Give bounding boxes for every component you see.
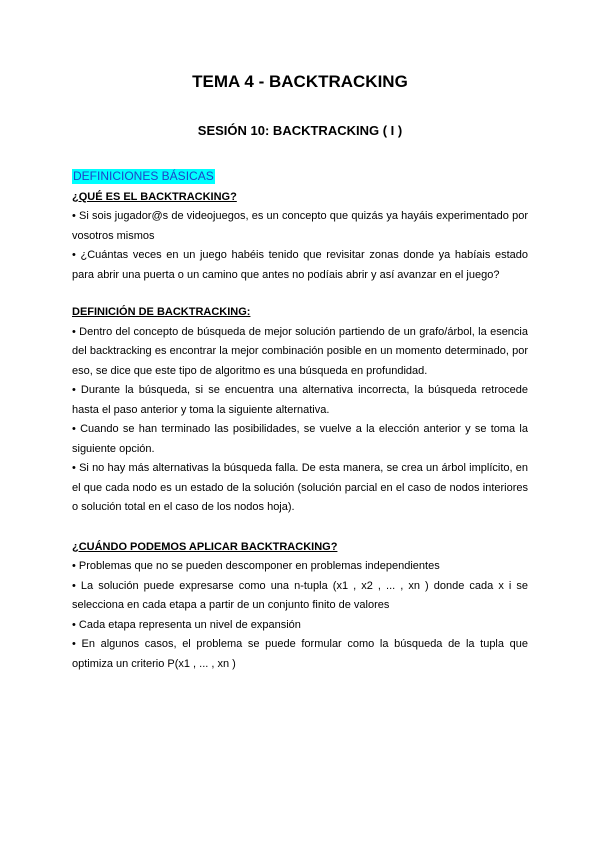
paragraph: • Durante la búsqueda, si se encuentra una alternativa incorrecta, la búsqueda retrocede hasta el paso anterior y toma la siguiente alternativa.: [72, 384, 528, 416]
heading-definicion: DEFINICIÓN DE BACKTRACKING:: [72, 306, 251, 318]
session-subtitle: SESIÓN 10: BACKTRACKING ( I ): [197, 123, 403, 138]
document-body: [72, 168, 528, 674]
paragraph: • ¿Cuántas veces en un juego habéis tenido que revisitar zonas donde ya habíais estado para abrir una puerta o un camino que antes no podíais abrir y así avanzar en el juego?: [72, 249, 528, 281]
document-title: TEMA 4 - BACKTRACKING: [192, 72, 408, 91]
paragraph: • Cuando se han terminado las posibilidades, se vuelve a la elección anterior y se toma la siguiente opción.: [72, 423, 528, 455]
paragraph: • Cada etapa representa un nivel de expansión: [72, 618, 301, 631]
heading-que-es: ¿QUÉ ES EL BACKTRACKING?: [72, 190, 237, 203]
paragraph: • La solución puede expresarse como una n-tupla (x1 , x2 , ... , xn ) donde cada x i se selecciona en cada etapa a partir de un conjunto finito de valores: [72, 579, 528, 611]
paragraph: • Si no hay más alternativas la búsqueda falla. De esta manera, se crea un árbol implícito, en el que cada nodo es un estado de la solución (solución parcial en el caso de nodos interiores o solución total en el caso de los nodos hoja).: [72, 462, 528, 513]
paragraph: • Dentro del concepto de búsqueda de mejor solución partiendo de un grafo/árbol, la esencia del backtracking es encontrar la mejor combinación posible en un momento determinado, por eso, se dice que este tipo de algoritmo es una búsqueda en profundidad.: [72, 325, 528, 377]
heading-cuando-aplicar: ¿CUÁNDO PODEMOS APLICAR BACKTRACKING?: [72, 540, 338, 553]
paragraph: • Problemas que no se pueden descomponer en problemas independientes: [72, 560, 440, 572]
paragraph: • En algunos casos, el problema se puede formular como la búsqueda de la tupla que optimiza un criterio P(x1 , ... , xn ): [72, 638, 528, 670]
paragraph: • Si sois jugador@s de videojuegos, es un concepto que quizás ya hayáis experimentado por vosotros mismos: [72, 210, 528, 242]
section-label-highlight: DEFINICIONES BÁSICAS: [73, 169, 214, 183]
